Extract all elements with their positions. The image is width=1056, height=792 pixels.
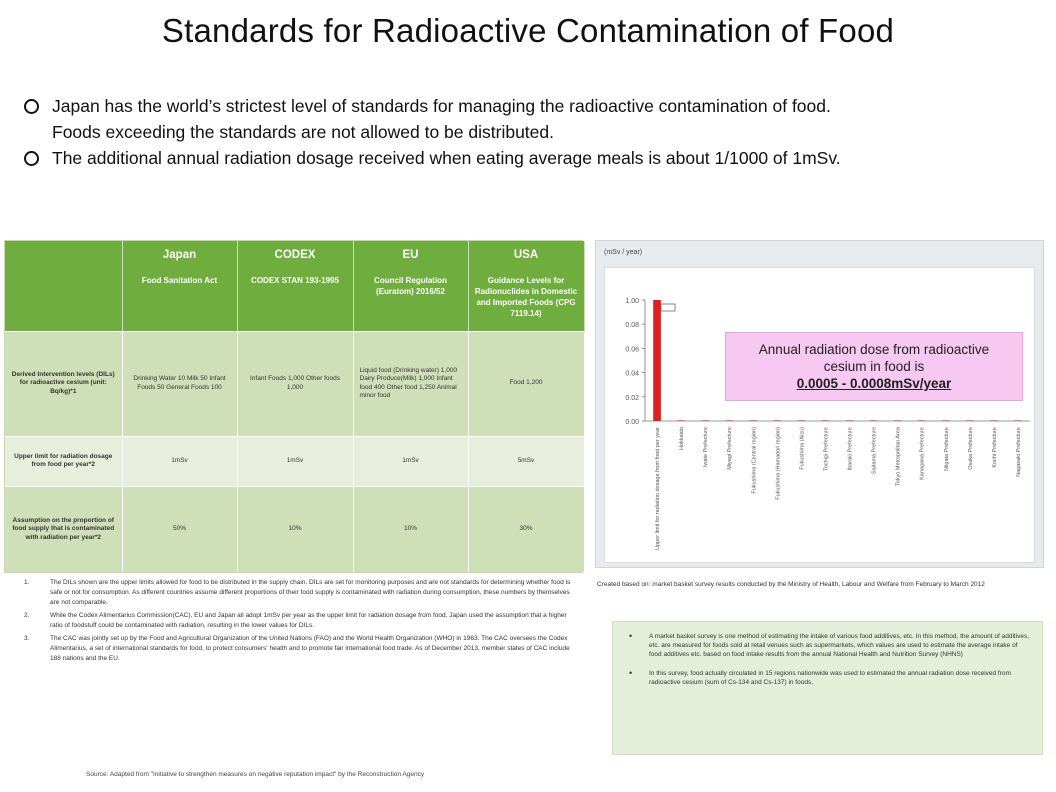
callout-line: cesium in food is bbox=[823, 359, 925, 374]
bullet-item bbox=[24, 93, 1044, 119]
x-tick-label: Hokkaido bbox=[679, 427, 686, 450]
callout-line: Annual radiation dose from radioactive bbox=[758, 342, 990, 357]
x-tick-label: Niigata Prefecture bbox=[943, 427, 950, 472]
intro-bullets bbox=[24, 93, 1044, 171]
column-name: CODEX bbox=[274, 249, 316, 261]
table-header-row bbox=[5, 241, 584, 331]
bullet-item bbox=[24, 145, 1044, 171]
table-corner-cell bbox=[5, 241, 122, 331]
bar bbox=[773, 420, 781, 421]
table-cell: 10% bbox=[237, 486, 353, 572]
footnote-item bbox=[24, 611, 578, 631]
footnote-number: 2. bbox=[24, 612, 30, 619]
table-row bbox=[5, 331, 584, 436]
bar bbox=[990, 420, 998, 421]
bar bbox=[749, 420, 757, 421]
bar bbox=[798, 420, 806, 421]
bar-chart bbox=[605, 268, 1036, 564]
chart-area bbox=[604, 267, 1035, 563]
circle-bullet-icon bbox=[24, 151, 39, 166]
callout-value: 0.0005 - 0.0008mSv/year bbox=[796, 376, 952, 391]
x-tick-label: Saitama Prefecture bbox=[871, 427, 878, 475]
table-cell: Drinking Water 10 Milk 50 Infant Foods 50 General Foods 100 bbox=[122, 331, 237, 436]
y-tick-label: 0.02 bbox=[625, 394, 639, 402]
footnotes bbox=[24, 578, 578, 667]
x-tick-label: Tokyo Metropolitan Area bbox=[895, 427, 902, 487]
table-cell: 1mSv bbox=[237, 436, 353, 486]
table-cell: 5mSv bbox=[468, 436, 584, 486]
table-header-usa bbox=[468, 241, 584, 331]
row-label: Upper limit for radiation dosage from food per year*2 bbox=[5, 436, 122, 486]
page-title: Standards for Radioactive Contamination of Food bbox=[161, 12, 895, 49]
x-tick-label: Ibaraki Prefecture bbox=[847, 427, 854, 471]
info-box bbox=[612, 621, 1043, 755]
table-cell: Infant Foods 1,000 Other foods 1,000 bbox=[237, 331, 353, 436]
limit-marker bbox=[661, 304, 675, 311]
y-tick-label: 0.08 bbox=[625, 322, 639, 330]
x-tick-label: Iwate Prefecture bbox=[703, 427, 710, 468]
column-name: Japan bbox=[162, 249, 197, 261]
footnote-text: While the Codex Alimentarius Commission(CAC), EU and Japan all adopt 1mSv per year as the upper limit for radiation dosage from food, Japan used the assumption that a higher ratio of foodstuff could be contaminated with radiation, resulting in the lower values for DILs. bbox=[50, 612, 567, 629]
x-tick-label: Osaka Prefecture bbox=[967, 427, 974, 470]
footnote-item bbox=[24, 578, 578, 608]
x-tick-label: Kochi Prefecture bbox=[991, 427, 998, 468]
x-tick-label: Fukushima (Central region) bbox=[751, 427, 758, 494]
x-tick-label: Fukushima (Aizu) bbox=[799, 427, 806, 470]
x-tick-label: Upper limit for radiation dosage from food per year bbox=[655, 427, 662, 550]
table-cell: Food 1,200 bbox=[468, 331, 584, 436]
bullet-dot-icon: • bbox=[629, 668, 633, 678]
column-name: USA bbox=[513, 249, 539, 261]
column-name: EU bbox=[402, 249, 419, 261]
info-text: A market basket survey is one method of estimating the intake of various food additives, etc. In this method, the amount of additives, etc. are measured for foods sold at retail venues such as supermarkets, which values are used to estimate the average intake of food additives etc. based on food intake results from the annual National Health and Nutrition Survey (NHNS) bbox=[649, 633, 1030, 658]
table-row bbox=[5, 486, 584, 572]
table-cell: 1mSv bbox=[353, 436, 468, 486]
bar bbox=[653, 300, 661, 421]
table-cell: 50% bbox=[122, 486, 237, 572]
bullet-text: The additional annual radiation dosage received when eating average meals is about 1/1000 of 1mSv. bbox=[52, 148, 841, 168]
bar bbox=[1014, 420, 1022, 421]
info-item bbox=[625, 669, 1030, 687]
y-tick-label: 0.06 bbox=[625, 346, 639, 354]
row-label: Derived Intervention levels (DILs) for radioactive cesium (unit: Bq/kg)*1 bbox=[5, 331, 122, 436]
standards-table bbox=[5, 241, 585, 572]
footnote-number: 1. bbox=[24, 579, 30, 586]
table-cell: Liquid food (Drinking water) 1,000 Dairy Produce(Milk) 1,000 Infant food 400 Other food 1,250 Animal minor food bbox=[353, 331, 468, 436]
bar bbox=[701, 420, 709, 421]
x-tick-label: Miyagi Prefecture bbox=[727, 427, 734, 470]
table-header-codex bbox=[237, 241, 353, 331]
bar bbox=[966, 420, 974, 421]
bullet-dot-icon: • bbox=[629, 631, 633, 641]
circle-bullet-icon bbox=[24, 99, 39, 114]
footnote-item bbox=[24, 634, 578, 664]
bar bbox=[894, 420, 902, 421]
bar bbox=[846, 420, 854, 421]
footnote-text: The DILs shown are the upper limits allowed for food to be distributed in the supply chain. DILs are set for monitoring purposes and are not standards for determining whether food is safe or not for consumption. As different countries assume different proportions of their food supply is contaminated with radiation during consumption, these numbers by themselves are not comparable. bbox=[50, 579, 571, 606]
chart-panel bbox=[595, 240, 1044, 568]
x-tick-label: Tochigi Prefecture bbox=[823, 427, 830, 472]
chart-callout bbox=[725, 332, 1023, 401]
bar bbox=[870, 420, 878, 421]
source-citation: Source: Adapted from "Initiative to strengthen measures on negative reputation impact" by the Reconstruction Agency bbox=[86, 771, 425, 778]
x-tick-label: Kanagawa Prefecture bbox=[919, 427, 926, 480]
column-sub: CODEX STAN 193-1995 bbox=[251, 276, 339, 285]
table-header-japan bbox=[122, 241, 237, 331]
bar bbox=[822, 420, 830, 421]
table-cell: 10% bbox=[353, 486, 468, 572]
y-tick-label: 0.00 bbox=[625, 419, 639, 426]
bullet-item-continued bbox=[24, 119, 1044, 145]
table-cell: 1mSv bbox=[122, 436, 237, 486]
bar bbox=[918, 420, 926, 421]
bullet-text: Japan has the world’s strictest level of standards for managing the radioactive contamination of food. bbox=[52, 96, 831, 116]
info-text: In this survey, food actually circulated in 15 regions nationwide was used to estimated the annual radiation dose received from radioactive cesium (sum of Cs-134 and Cs-137) in foods. bbox=[649, 670, 1011, 686]
row-label: Assumption on the proportion of food supply that is contaminated with radiation per year*2 bbox=[5, 486, 122, 572]
column-sub: Guidance Levels for Radionuclides in Domestic and Imported Foods (CPG 7119.14) bbox=[474, 276, 578, 318]
bullet-text: Foods exceeding the standards are not allowed to be distributed. bbox=[52, 122, 554, 142]
y-tick-label: 1.00 bbox=[625, 298, 639, 305]
column-sub: Council Regulation (Euratom) 2016/52 bbox=[374, 276, 447, 296]
x-tick-label: Nagasaki Prefecture bbox=[1015, 427, 1022, 477]
chart-source-note: Created based on: market basket survey results conducted by the Ministry of Health, Labour and Welfare from February to March 2012 bbox=[597, 581, 985, 588]
footnote-text: The CAC was jointly set up by the Food and Agricultural Organization of the United Nations (FAO) and the World Health Organization (WHO) in 1963. The CAC oversees the Codex Alimentarius, a set of international standards for food, to protect consumers' health and to promote fair international food trade. As of December 2013, member states of CAC include 188 nations and the EU. bbox=[50, 635, 570, 662]
table-row bbox=[5, 436, 584, 486]
y-tick-label: 0.04 bbox=[625, 370, 639, 378]
column-sub: Food Sanitation Act bbox=[141, 276, 218, 285]
standards-table-panel bbox=[4, 240, 583, 573]
chart-unit-label: (mSv / year) bbox=[604, 249, 643, 256]
x-tick-label: Fukushima (Hamadori region) bbox=[775, 427, 782, 500]
table-header-eu bbox=[353, 241, 468, 331]
footnote-number: 3. bbox=[24, 635, 30, 642]
table-cell: 30% bbox=[468, 486, 584, 572]
bar bbox=[725, 420, 733, 421]
bar bbox=[677, 420, 685, 421]
bar bbox=[942, 420, 950, 421]
info-item bbox=[625, 632, 1030, 659]
